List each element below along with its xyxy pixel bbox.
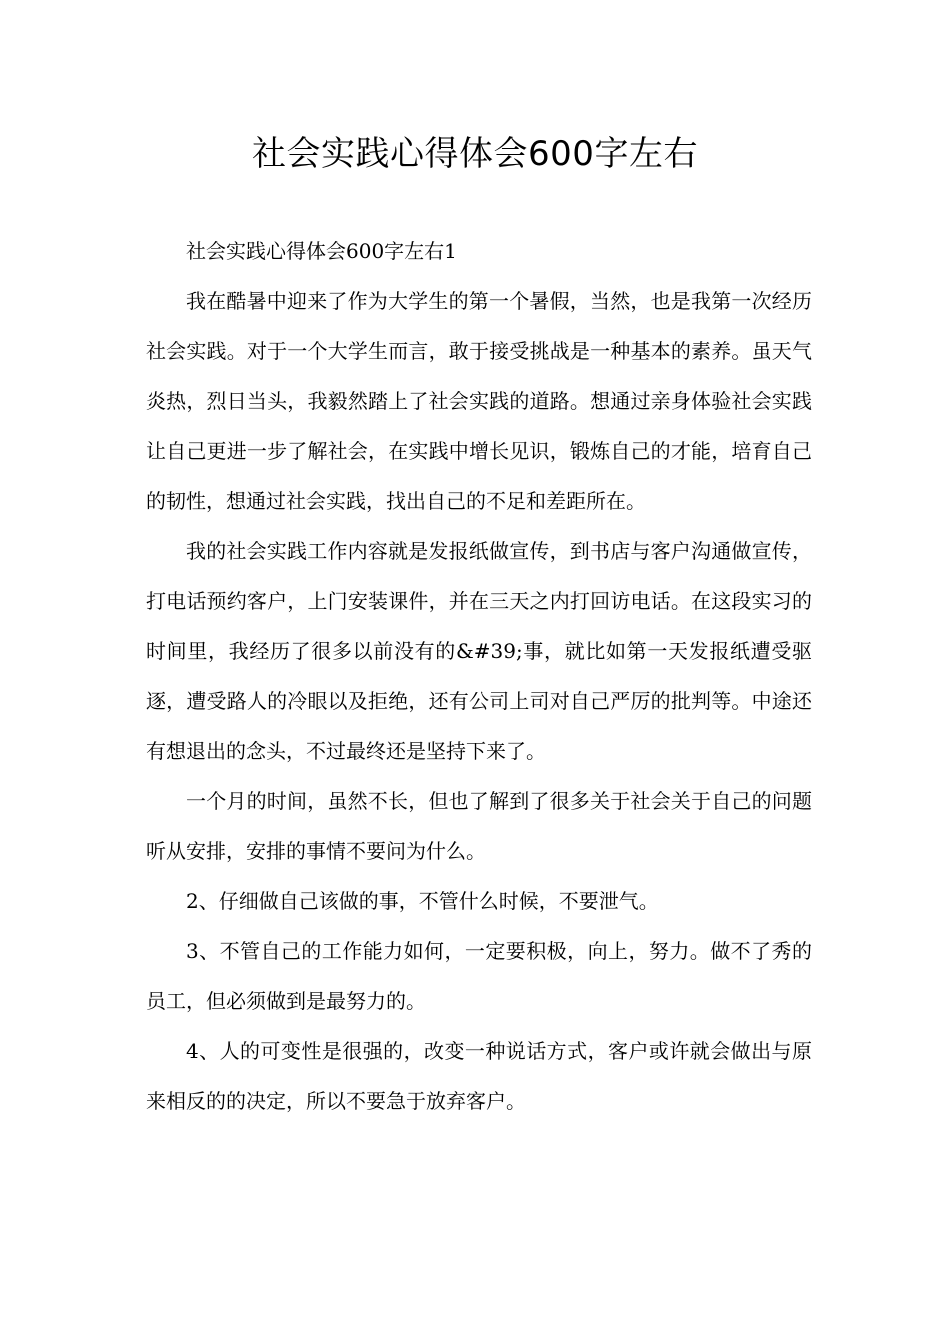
paragraph-heading: 社会实践心得体会600字左右1	[186, 239, 457, 263]
document-title: 社会实践心得体会600字左右	[252, 134, 698, 174]
list-item: 2、仔细做自己该做的事，不管什么时候，不要泄气。	[186, 889, 659, 913]
paragraph: 我在酷暑中迎来了作为大学生的第一个暑假，当然，也是我第一次经历社会实践。对于一个大学生而言，敢于接受挑战是一种基本的素养。虽天气炎热，烈日当头，我毅然踏上了社会实践的道路。想通过亲身体验社会实践让自己更进一步了解社会，在实践中增长见识，锻炼自己的才能，培育自己的韧性，想通过社会实践，找出自己的不足和差距所在。	[146, 289, 812, 513]
list-item: 3、不管自己的工作能力如何，一定要积极，向上，努力。做不了秀的员工，但必须做到是最努力的。	[146, 939, 812, 1013]
list-item: 4、人的可变性是很强的，改变一种说话方式，客户或许就会做出与原来相反的的决定，所以不要急于放弃客户。	[146, 1039, 812, 1113]
document-body	[146, 226, 812, 1126]
paragraph: 我的社会实践工作内容就是发报纸做宣传，到书店与客户沟通做宣传，打电话预约客户，上门安装课件，并在三天之内打回访电话。在这段实习的时间里，我经历了很多以前没有的&#39;事，就比如第一天发报纸遭受驱逐，遭受路人的冷眼以及拒绝，还有公司上司对自己严厉的批判等。中途还有想退出的念头，不过最终还是坚持下来了。	[146, 539, 812, 763]
paragraph: 一个月的时间，虽然不长，但也了解到了很多关于社会关于自己的问题听从安排，安排的事情不要问为什么。	[146, 789, 812, 863]
